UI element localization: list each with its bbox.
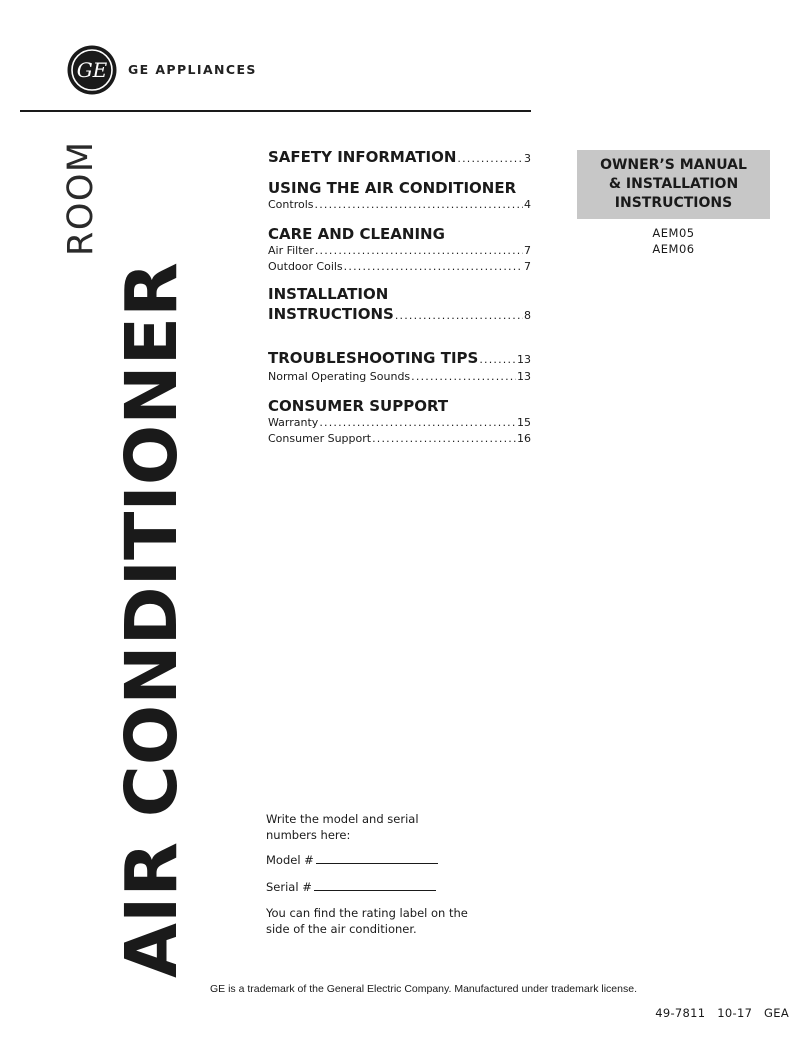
model-number: AEM05 (652, 226, 695, 240)
toc-item-label: Outdoor Coils (268, 260, 343, 273)
toc-consumer-support (268, 397, 531, 447)
serial-label: Serial # (266, 880, 312, 894)
toc-item-label: Consumer Support (268, 432, 372, 445)
toc-item-label: Warranty (268, 416, 319, 429)
record-intro (266, 811, 419, 843)
trademark-note: GE is a trademark of the General Electric Company. Manufactured under trademark license. (210, 983, 637, 995)
toc-safety[interactable] (268, 148, 531, 168)
rating-note-line: You can find the rating label on the (266, 906, 468, 920)
toc-item-outdoor-coils[interactable] (268, 259, 531, 275)
toc-page: 16 (517, 432, 531, 445)
toc-heading: USING THE AIR CONDITIONER (268, 179, 517, 197)
toc-troubleshooting (268, 349, 531, 385)
toc-page: 4 (524, 198, 531, 211)
rating-note-line: side of the air conditioner. (266, 922, 417, 936)
serial-field[interactable] (266, 879, 436, 895)
toc-page: 8 (524, 309, 531, 322)
toc-item-support[interactable] (268, 431, 531, 447)
record-intro-line: numbers here: (266, 828, 351, 842)
toc-item-normal-sounds[interactable] (268, 369, 531, 385)
toc-page: 13 (517, 353, 531, 366)
owners-manual-line: & INSTALLATION (608, 176, 739, 192)
toc-page: 7 (524, 260, 531, 273)
model-number: AEM06 (652, 242, 695, 256)
document-number: 49-7811 10-17 GEA (655, 1006, 789, 1020)
toc-item-label: Controls (268, 198, 314, 211)
toc-page: 15 (517, 416, 531, 429)
ge-logo (66, 44, 118, 96)
toc-heading: CARE AND CLEANING (268, 225, 445, 243)
toc-care (268, 225, 531, 275)
brand-name: GE APPLIANCES (128, 62, 257, 77)
owners-manual-line: OWNER’S MANUAL (600, 157, 747, 173)
toc-item-controls[interactable] (268, 197, 531, 213)
toc-heading: INSTALLATION (268, 285, 389, 303)
toc-item-air-filter[interactable] (268, 243, 531, 259)
toc-heading-row[interactable] (268, 349, 531, 369)
toc-heading: SAFETY INFORMATION (268, 148, 457, 166)
owners-manual-box (577, 150, 770, 219)
toc-item-label: Air Filter (268, 244, 314, 257)
toc-page: 3 (524, 152, 531, 165)
title-air-conditioner: AIR CONDITIONER (110, 262, 193, 978)
serial-blank[interactable] (314, 879, 436, 891)
header-rule (20, 110, 531, 112)
toc-page: 7 (524, 244, 531, 257)
toc-item-warranty[interactable] (268, 415, 531, 431)
record-intro-line: Write the model and serial (266, 812, 419, 826)
owners-manual-line: INSTRUCTIONS (614, 195, 733, 211)
toc-item-label: Normal Operating Sounds (268, 370, 411, 383)
title-room: ROOM (61, 140, 101, 256)
toc-heading: INSTRUCTIONS (268, 305, 394, 323)
svg-text:GE: GE (76, 58, 108, 82)
toc-page: 13 (517, 370, 531, 383)
rating-note (266, 905, 468, 937)
model-field[interactable] (266, 852, 438, 868)
toc-installation[interactable] (268, 285, 531, 325)
toc-heading: TROUBLESHOOTING TIPS (268, 349, 479, 367)
model-blank[interactable] (316, 852, 438, 864)
toc-heading: CONSUMER SUPPORT (268, 397, 449, 415)
model-label: Model # (266, 853, 314, 867)
toc-using (268, 179, 531, 213)
